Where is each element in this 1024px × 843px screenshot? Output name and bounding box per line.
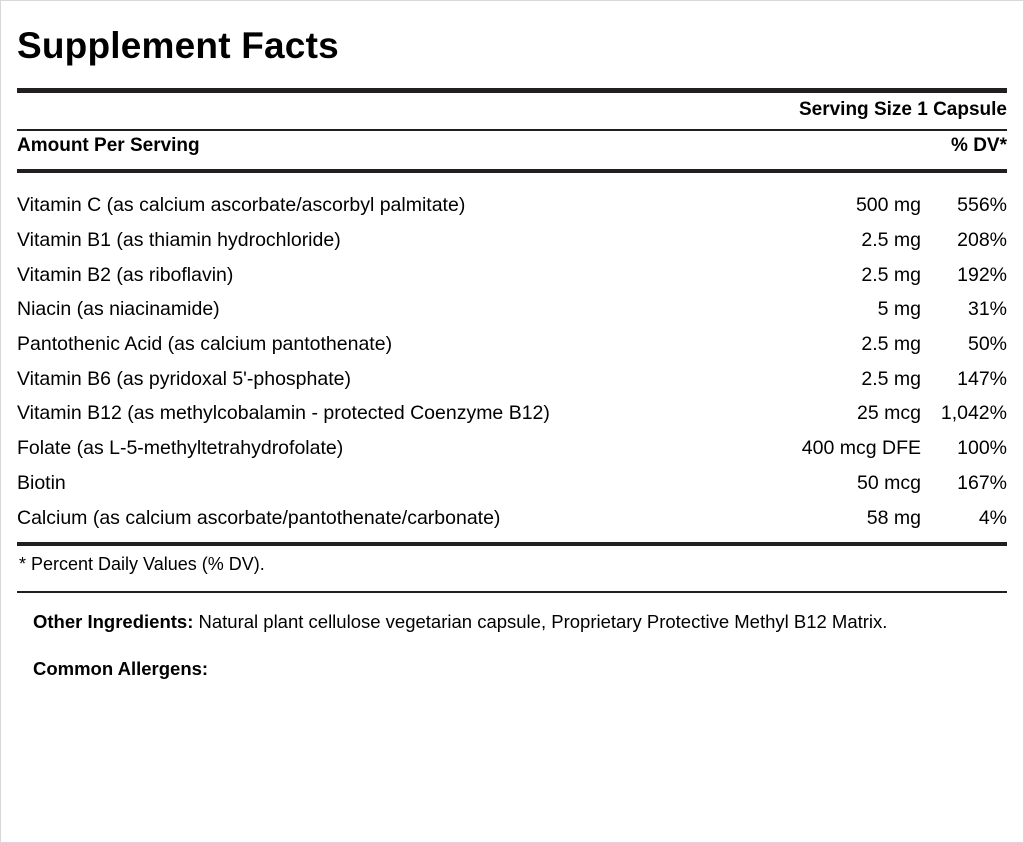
nutrient-amount: 2.5 mg xyxy=(861,228,921,251)
common-allergens-label: Common Allergens: xyxy=(33,657,209,679)
nutrient-name: Vitamin B2 (as riboflavin) xyxy=(17,263,234,286)
nutrient-name: Pantothenic Acid (as calcium pantothenate) xyxy=(17,332,393,355)
divider-medium-header xyxy=(17,169,1007,173)
serving-size-label: Serving Size 1 Capsule xyxy=(798,98,1007,120)
nutrient-amount: 50 mcg xyxy=(857,471,921,494)
nutrient-dv: 4% xyxy=(978,506,1007,529)
table-row xyxy=(17,501,1007,536)
daily-value-label: % DV* xyxy=(951,134,1007,156)
nutrient-amount: 5 mg xyxy=(877,298,921,321)
amount-per-serving-row xyxy=(17,131,1007,163)
nutrient-dv: 31% xyxy=(967,298,1007,321)
nutrient-name: Folate (as L-5-methyltetrahydrofolate) xyxy=(17,437,344,460)
nutrient-dv: 208% xyxy=(957,228,1007,251)
table-row xyxy=(17,362,1007,397)
nutrient-dv: 167% xyxy=(957,471,1007,494)
nutrients-table xyxy=(17,189,1007,536)
serving-size-row xyxy=(17,93,1007,123)
nutrient-name: Niacin (as niacinamide) xyxy=(17,298,220,321)
nutrient-name: Vitamin B1 (as thiamin hydrochloride) xyxy=(17,228,341,251)
page-title: Supplement Facts xyxy=(17,25,339,66)
table-row xyxy=(17,293,1007,328)
nutrient-name: Vitamin C (as calcium ascorbate/ascorbyl palmitate) xyxy=(17,194,466,217)
table-row xyxy=(17,397,1007,432)
nutrient-amount: 58 mg xyxy=(866,506,921,529)
table-row xyxy=(17,327,1007,362)
nutrient-name: Vitamin B12 (as methylcobalamin - protected Coenzyme B12) xyxy=(17,402,550,425)
table-row xyxy=(17,432,1007,467)
amount-per-serving-label: Amount Per Serving xyxy=(17,134,200,156)
table-row xyxy=(17,223,1007,258)
nutrient-amount: 2.5 mg xyxy=(861,263,921,286)
nutrient-name: Vitamin B6 (as pyridoxal 5'-phosphate) xyxy=(17,367,351,390)
nutrient-amount: 2.5 mg xyxy=(861,367,921,390)
panel-container xyxy=(1,1,1023,680)
table-row xyxy=(17,466,1007,501)
nutrient-dv: 192% xyxy=(957,263,1007,286)
other-ingredients-label: Other Ingredients: xyxy=(33,610,194,632)
nutrient-dv: 50% xyxy=(967,332,1007,355)
table-row xyxy=(17,189,1007,224)
nutrient-dv: 1,042% xyxy=(940,402,1007,425)
nutrient-amount: 25 mcg xyxy=(857,402,921,425)
nutrient-amount: 2.5 mg xyxy=(861,332,921,355)
nutrient-name: Biotin xyxy=(17,471,66,494)
nutrient-dv: 147% xyxy=(957,367,1007,390)
other-ingredients xyxy=(17,593,1007,636)
nutrient-dv: 100% xyxy=(957,437,1007,460)
nutrient-name: Calcium (as calcium ascorbate/pantothenate/carbonate) xyxy=(17,506,501,529)
other-ingredients-text: Natural plant cellulose vegetarian capsule, Proprietary Protective Methyl B12 Matrix. xyxy=(193,610,888,632)
nutrient-amount: 400 mcg DFE xyxy=(801,437,921,460)
daily-value-footnote: * Percent Daily Values (% DV). xyxy=(19,553,265,574)
nutrient-dv: 556% xyxy=(957,194,1007,217)
table-row xyxy=(17,258,1007,293)
nutrient-amount: 500 mg xyxy=(855,194,921,217)
